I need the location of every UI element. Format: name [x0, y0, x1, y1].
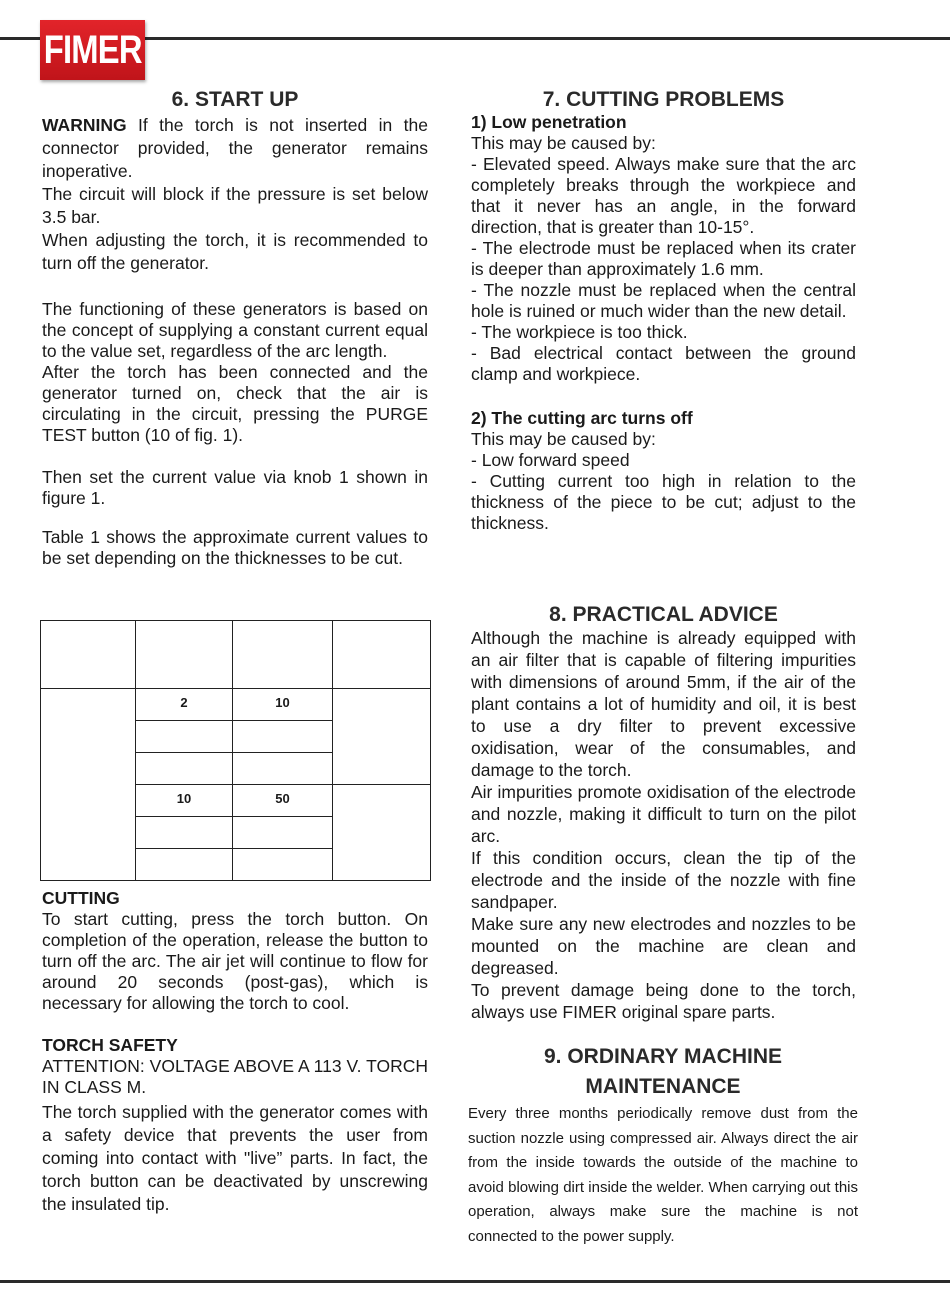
table-cell: 50 [233, 785, 333, 817]
maintenance-text: Every three months periodically remove dust from the suction nozzle using compressed air. Always direct the air from the inside towards the outside of the machine to avoid blowing dirt inside the welder. When carrying out this operation, always make sure the machine is not connected to the power supply. [468, 1105, 858, 1245]
right-column [471, 88, 856, 534]
table-merged-cell [41, 689, 136, 881]
section-title-maintenance-line1: 9. ORDINARY MACHINE [543, 1045, 783, 1068]
adjust-note-text: When adjusting the torch, it is recommended to turn off the generator. [42, 230, 428, 273]
list-item: - The workpiece is too thick. [471, 322, 688, 342]
list-item: - Cutting current too high in relation to the thickness of the piece to be cut; adjust to the thickness. [471, 471, 856, 533]
list-item: - Bad electrical contact between the ground clamp and workpiece. [471, 343, 856, 384]
table-header-cell [41, 621, 136, 689]
torch-safety-text: The torch supplied with the generator comes with a safety device that prevents the user from coming into contact with "live” parts. In fact, the torch button can be deactivated by unscrewing the insulated tip. [42, 1102, 428, 1214]
warning-text: If the torch is not inserted in the connector provided, the generator remains inoperative. [42, 115, 428, 181]
section-title-practical-advice: 8. PRACTICAL ADVICE [549, 603, 778, 626]
table-cell [233, 817, 333, 849]
table-cell [136, 721, 233, 753]
section-title-cutting-problems: 7. CUTTING PROBLEMS [542, 88, 785, 111]
left-column [42, 88, 428, 569]
left-column-lower [42, 888, 428, 1216]
advice-paragraph: Make sure any new electrodes and nozzles to be mounted on the machine are clean and degreased. [471, 914, 856, 978]
warning-label: WARNING [42, 115, 127, 135]
table-merged-cell [333, 785, 431, 881]
logo-text: FIMER [43, 27, 142, 72]
after-connect-text: After the torch has been connected and the generator turned on, check that the air is circulating in the circuit, pressing the PURGE TEST button (10 of fig. 1). [42, 362, 428, 445]
right-column-maintenance [468, 1042, 858, 1249]
table-cell: 10 [233, 689, 333, 721]
list-item: - The electrode must be replaced when its crater is deeper than approximately 1.6 mm. [471, 238, 856, 279]
table-header-cell [333, 621, 431, 689]
warning-paragraph [42, 114, 428, 183]
arc-off-title: 2) The cutting arc turns off [471, 408, 693, 428]
current-table [40, 620, 431, 881]
arc-off-caused: This may be caused by: [471, 429, 656, 449]
advice-paragraph: Although the machine is already equipped with an air filter that is capable of filtering impurities with dimensions of around 5mm, if the air of the plant contains a lot of humidity and oil, it is best to use a dry filter to prevent excessive oxidisation, wear of the consumables, and damage to the torch. [471, 628, 856, 780]
table-cell [136, 753, 233, 785]
table-intro-text: Table 1 shows the approximate current values to be set depending on the thicknesses to be cut. [42, 527, 428, 568]
list-item: - Low forward speed [471, 450, 630, 470]
torch-safety-title: TORCH SAFETY [42, 1035, 178, 1055]
advice-paragraph: To prevent damage being done to the torch, always use FIMER original spare parts. [471, 980, 856, 1022]
low-penetration-caused: This may be caused by: [471, 133, 656, 153]
advice-paragraph: Air impurities promote oxidisation of the electrode and nozzle, making it difficult to turn on the pilot arc. [471, 782, 856, 846]
table-cell [233, 753, 333, 785]
functioning-text: The functioning of these generators is based on the concept of supplying a constant current equal to the value set, regardless of the arc length. [42, 299, 428, 361]
section-title-start-up: 6. START UP [171, 88, 299, 111]
table-cell [136, 817, 233, 849]
right-column-advice [471, 603, 856, 1023]
circuit-block-text: The circuit will block if the pressure is set below 3.5 bar. [42, 184, 428, 227]
low-penetration-title: 1) Low penetration [471, 112, 627, 132]
table-header-cell [136, 621, 233, 689]
torch-safety-attention: ATTENTION: VOLTAGE ABOVE A 113 V. TORCH IN CLASS M. [42, 1056, 428, 1097]
table-merged-cell [333, 689, 431, 785]
section-title-maintenance-line2: MAINTENANCE [585, 1075, 741, 1098]
advice-paragraph: If this condition occurs, clean the tip of the electrode and the inside of the nozzle with fine sandpaper. [471, 848, 856, 912]
set-current-text: Then set the current value via knob 1 shown in figure 1. [42, 467, 428, 508]
table-cell: 2 [136, 689, 233, 721]
cutting-title: CUTTING [42, 888, 120, 908]
table-header-cell [233, 621, 333, 689]
list-item: - The nozzle must be replaced when the central hole is ruined or much wider than the new detail. [471, 280, 856, 321]
footer-rule [0, 1280, 950, 1283]
cutting-text: To start cutting, press the torch button. On completion of the operation, release the button to turn off the arc. The air jet will continue to flow for around 20 seconds (post-gas), which is necessary for allowing the torch to cool. [42, 909, 428, 1013]
table-cell: 10 [136, 785, 233, 817]
table-cell [233, 721, 333, 753]
fimer-logo [40, 20, 145, 80]
table-cell [136, 849, 233, 881]
table-cell [233, 849, 333, 881]
list-item: - Elevated speed. Always make sure that the arc completely breaks through the workpiece and that it never has an angle, in the forward direction, that is greater than 10-15°. [471, 154, 856, 237]
